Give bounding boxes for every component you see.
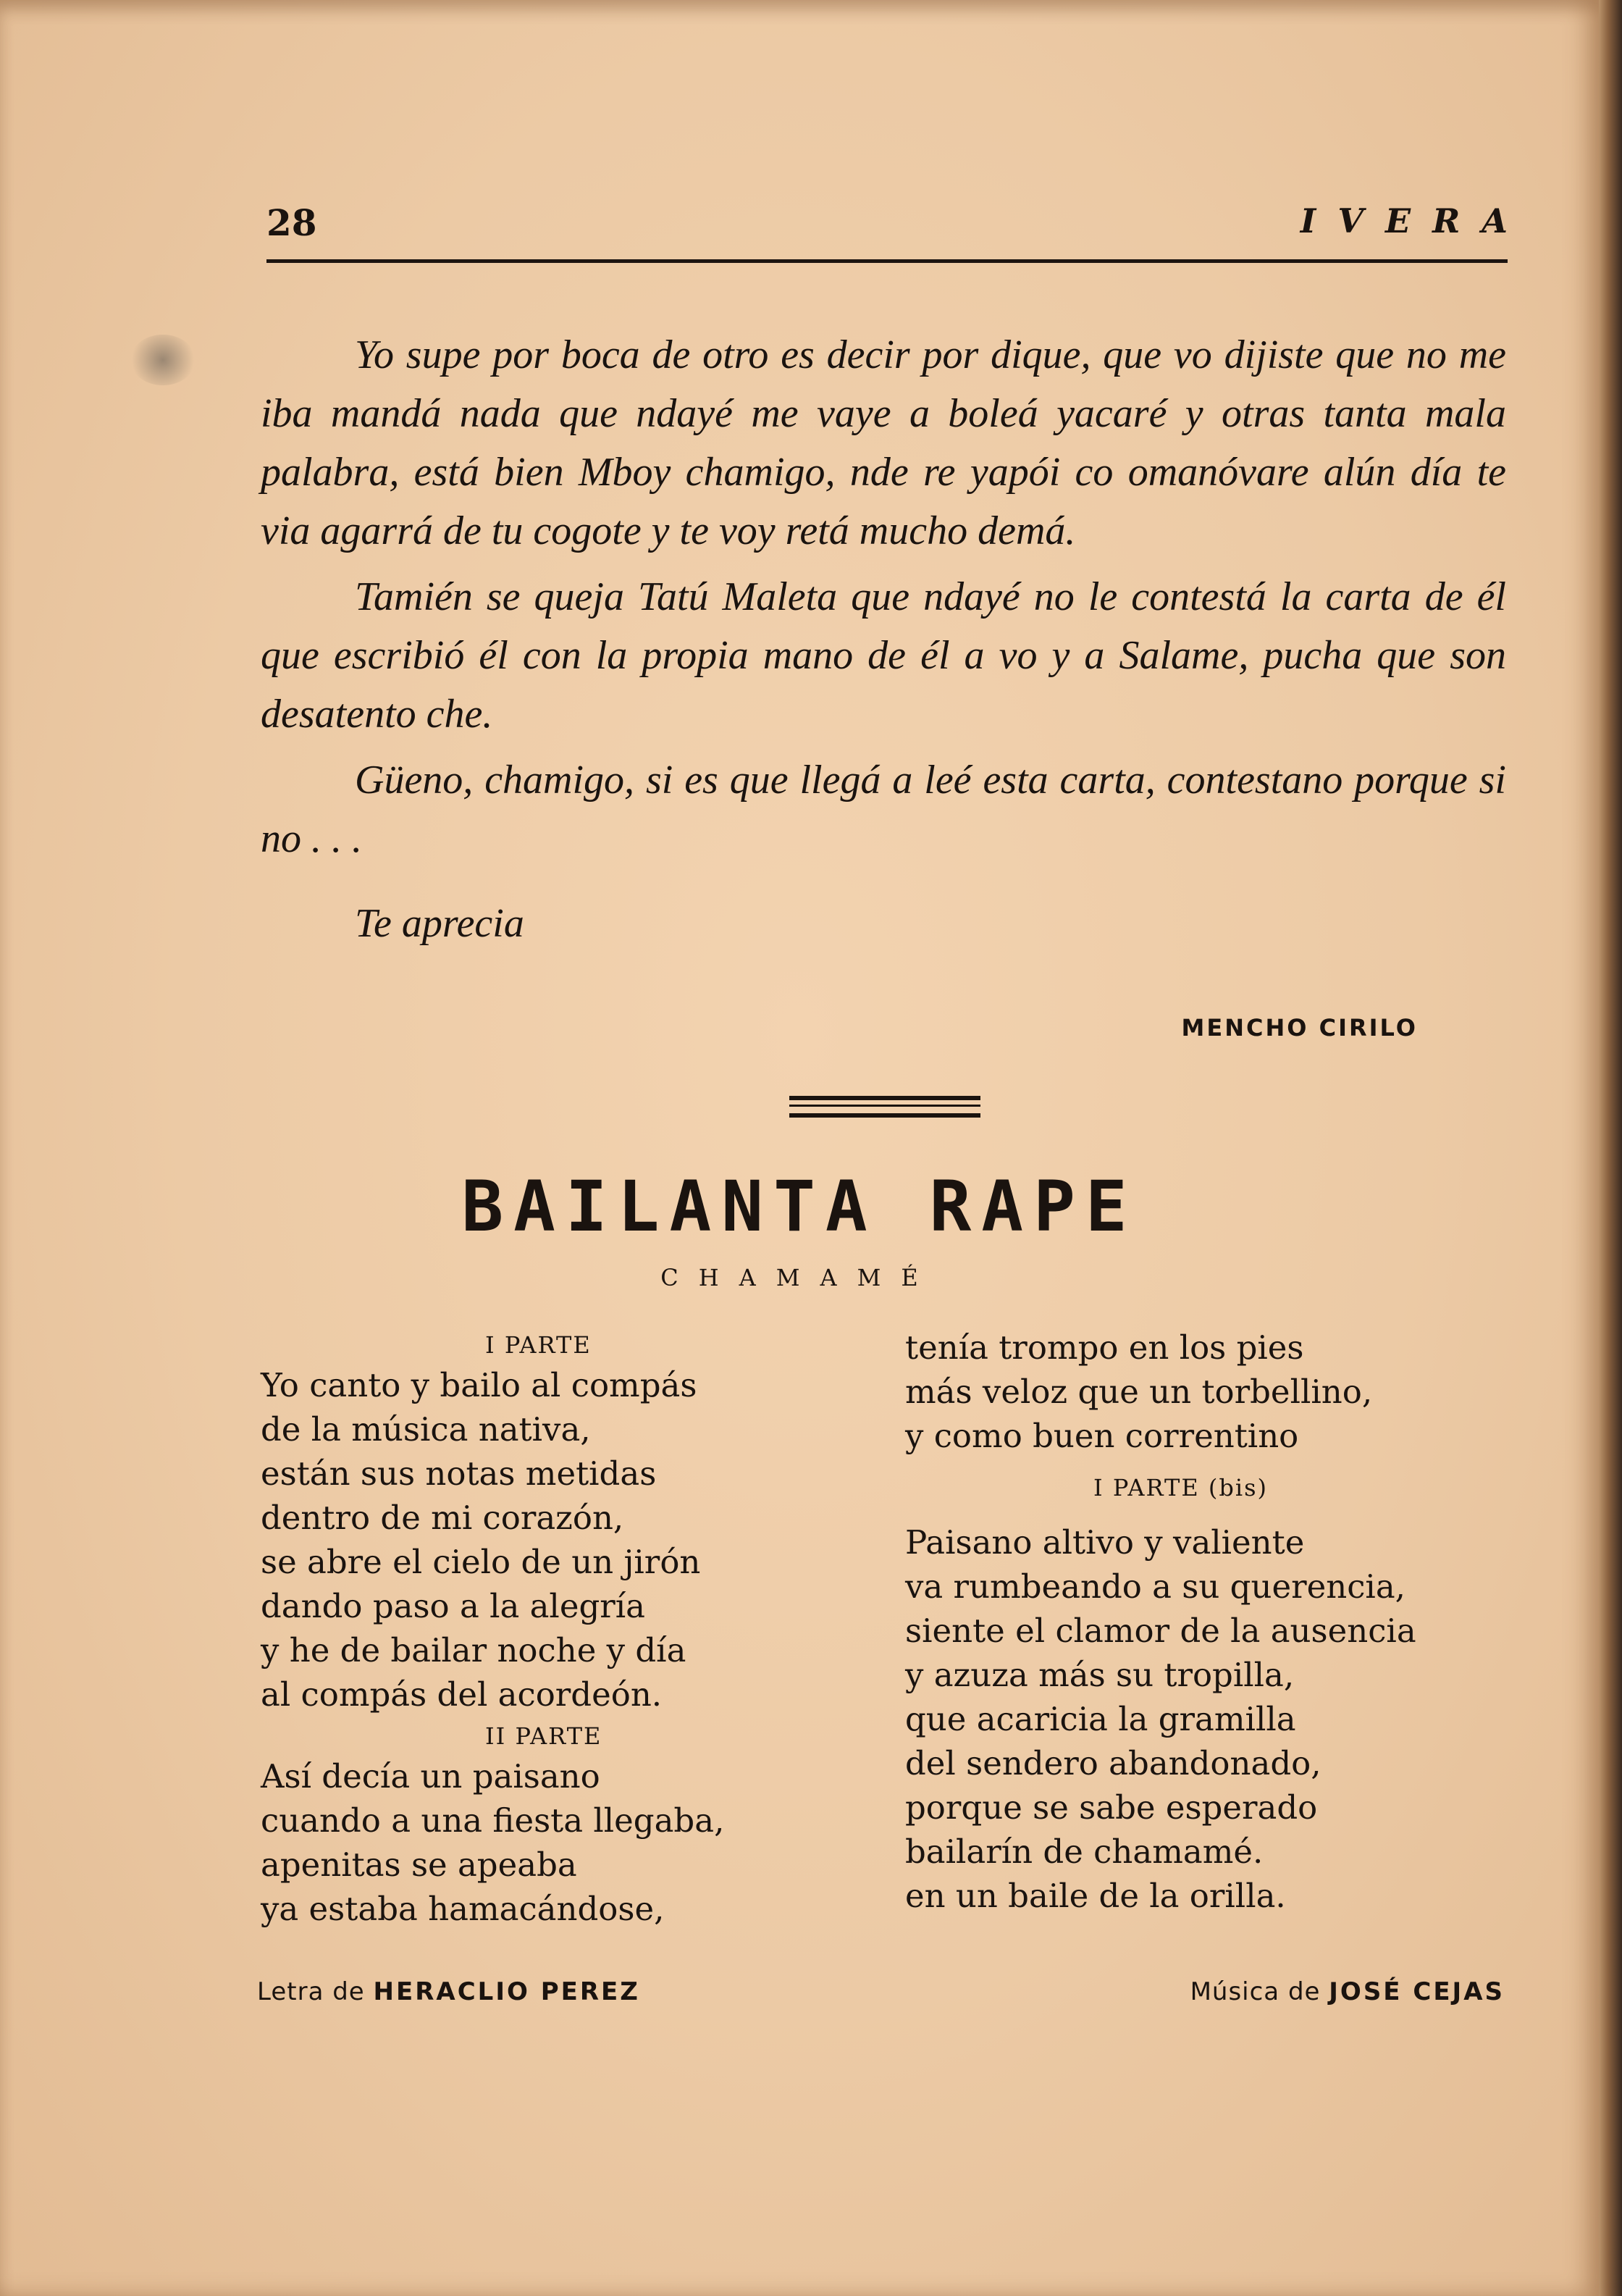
part-heading: I PARTE bbox=[485, 1331, 592, 1359]
verse-line: dando paso a la alegría bbox=[261, 1587, 645, 1625]
page-number: 28 bbox=[266, 201, 317, 244]
letter-paragraph: Yo supe por boca de otro es decir por dique, que vo dijiste que no me iba mandá nada que ndayé me vaye a boleá yacaré y otras tanta mala palabra, está bien Mboy chamigo, nde re yapói co omanóvare alún día te via agarrá de tu cogote y te voy retá mucho demá. bbox=[261, 332, 1506, 553]
verse-line: están sus notas metidas bbox=[261, 1454, 657, 1493]
letter-text bbox=[261, 326, 1506, 960]
verse-line: de la música nativa, bbox=[261, 1410, 591, 1449]
lyrics-author: HERACLIO PEREZ bbox=[373, 1977, 640, 2006]
song-column-right bbox=[905, 1325, 1513, 1918]
verse-line: que acaricia la gramilla bbox=[905, 1700, 1296, 1738]
verse-line: y he de bailar noche y día bbox=[261, 1631, 686, 1669]
lyrics-credit-prefix: Letra de bbox=[257, 1977, 365, 2006]
verse-line: siente el clamor de la ausencia bbox=[905, 1612, 1416, 1650]
verse-line: bailarín de chamamé. bbox=[905, 1832, 1264, 1871]
verse-line: del sendero abandonado, bbox=[905, 1744, 1321, 1782]
part-heading: I PARTE (bis) bbox=[1093, 1474, 1269, 1501]
verse-line: Paisano altivo y valiente bbox=[905, 1523, 1305, 1562]
song-subtitle: CHAMAMÉ bbox=[660, 1264, 938, 1291]
ink-smudge bbox=[130, 335, 196, 385]
verse-line: ya estaba hamacándose, bbox=[261, 1890, 665, 1928]
divider-ornament bbox=[789, 1096, 980, 1118]
music-credit-prefix: Música de bbox=[1190, 1977, 1321, 2006]
verse-line: al compás del acordeón. bbox=[261, 1675, 663, 1714]
verse-line: y azuza más su tropilla, bbox=[905, 1656, 1295, 1694]
verse-line: en un baile de la orilla. bbox=[905, 1877, 1286, 1915]
verse-line: y como buen correntino bbox=[905, 1417, 1299, 1455]
verse-line: tenía trompo en los pies bbox=[905, 1328, 1304, 1367]
lyrics-credit bbox=[257, 1977, 640, 2006]
letter-paragraph: Güeno, chamigo, si es que llegá a leé esta carta, contestano porque si no . . . bbox=[261, 758, 1506, 861]
letter-closing: Te aprecia bbox=[355, 901, 524, 946]
verse-line: apenitas se apeaba bbox=[261, 1845, 577, 1884]
verse-line: va rumbeando a su querencia, bbox=[905, 1567, 1405, 1606]
verse-line: cuando a una fiesta llegaba, bbox=[261, 1801, 725, 1840]
journal-title: IVERA bbox=[1300, 201, 1529, 240]
verse-line: más veloz que un torbellino, bbox=[905, 1373, 1373, 1411]
verse-line: porque se sabe esperado bbox=[905, 1788, 1318, 1827]
verse-line: se abre el cielo de un jirón bbox=[261, 1543, 701, 1581]
page-header bbox=[266, 201, 1529, 263]
song-title: BAILANTA RAPE bbox=[461, 1166, 1138, 1247]
book-spine-edge bbox=[1599, 0, 1622, 2296]
verse-line: Así decía un paisano bbox=[261, 1757, 600, 1796]
letter-signature: MENCHO CIRILO bbox=[1181, 1014, 1418, 1042]
verse-line: Yo canto y bailo al compás bbox=[261, 1366, 697, 1404]
music-credit bbox=[1190, 1977, 1505, 2006]
verse-line: dentro de mi corazón, bbox=[261, 1499, 624, 1537]
song-column-left bbox=[261, 1325, 811, 1931]
part-heading: II PARTE bbox=[485, 1722, 602, 1750]
music-author: JOSÉ CEJAS bbox=[1329, 1977, 1505, 2006]
letter-paragraph: Tamién se queja Tatú Maleta que ndayé no le contestá la carta de él que escribió él con la propia mano de él a vo y a Salame, pucha que son desatento che. bbox=[261, 574, 1506, 737]
